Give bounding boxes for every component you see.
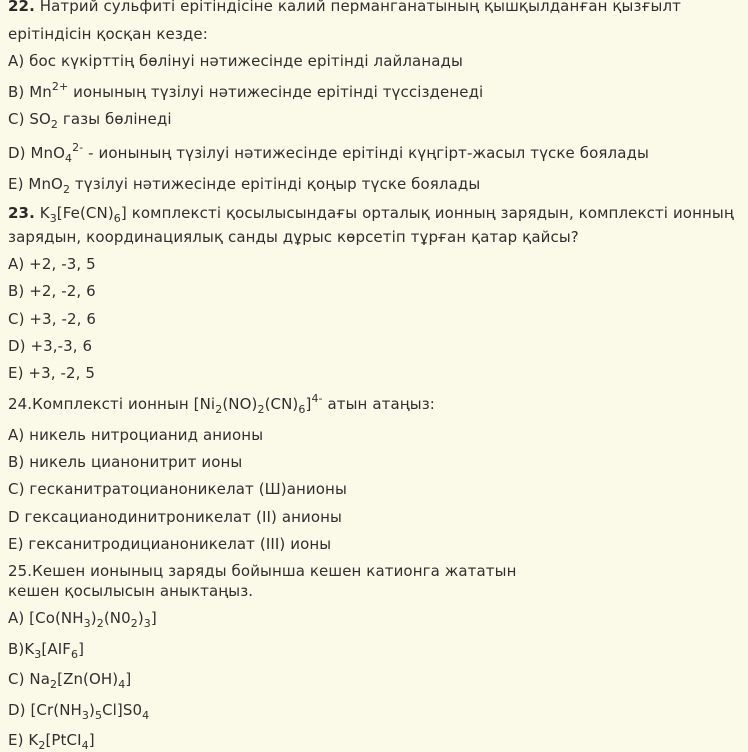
q25-option-a: А) $[Co(NH_3)_2(N0_2)_3]$	[8, 609, 157, 630]
q25-option-d: D) $[Cr(NH_3)_5Cl]S0_4$	[8, 701, 150, 722]
q25-option-b: $В)K_3[AIF_6]$	[8, 640, 85, 661]
q25-option-c: С) $Na_2[Zn(OH)_4]$	[8, 670, 132, 691]
q22-option-d: D) MnO$_4^{2-}$ - ионының түзілуі нәтижесінде ерітінді күңгірт-жасыл түске боялады	[8, 141, 649, 165]
q24-option-e: Е) гексанитродицианоникелат (III) ионы	[8, 535, 332, 553]
q23-option-b: В) +2, -2, 6	[8, 282, 96, 300]
q23-option-a: А) +2, -3, 5	[8, 255, 96, 273]
q23-option-e: Е) +3, -2, 5	[8, 364, 95, 382]
q25-stem-line2: кешен қосылысын аныктаңыз.	[8, 582, 254, 600]
q25-stem-line1: 25.Кешен ионыныц заряды бойынша кешен катионга жататын	[8, 562, 517, 580]
q24-option-c: С) гесканитратоцианоникелат (Ш)анионы	[8, 480, 347, 498]
q22-stem-line2: ерітіндісін қосқан кезде:	[8, 25, 208, 43]
q22-option-e: Е) MnO$_2$ түзілуі нәтижесінде ерітінді қоңыр түске боялады	[8, 175, 481, 196]
q24-option-d: D гексацианодинитроникелат (II) анионы	[8, 508, 342, 526]
q22-option-a: А) бос күкірттің бөлінуі нәтижесінде ерітінді лайланады	[8, 52, 463, 70]
q24-option-b: В) никель цианонитрит ионы	[8, 453, 243, 471]
q23-option-c: С) +3, -2, 6	[8, 310, 96, 328]
q23-number: 23.	[8, 204, 35, 222]
q22-number: 22.	[8, 0, 35, 15]
q23-stem-line2: зарядын, координациялық санды дұрыс көрсетіп тұрған қатар қайсы?	[8, 228, 579, 246]
q22-stem-line1: 22. Натрий сульфиті ерітіндісіне калий перманганатының қышқылданған қызғылт	[8, 0, 740, 15]
q25-option-e: Е) $K_2[PtCI_4]$	[8, 731, 95, 752]
q23-option-d: D) +3,-3, 6	[8, 337, 93, 355]
q24-option-a: А) никель нитроцианид анионы	[8, 426, 264, 444]
q22-option-c: С) $SO_2$ газы бөлінеді	[8, 110, 172, 131]
q23-stem-line1: 23. $K_3[Fe(CN)_6]$ комплексті қосылысындағы орталық ионның зарядын, комплексті ионның	[8, 204, 734, 225]
q22-option-b: В) $Mn^{2+}$ ионының түзілуі нәтижесінде ерітінді түссізденеді	[8, 80, 484, 101]
q24-stem: 24.Комплексті ионнын $[Ni_2(NO)_2(CN)_6]^{4-}$ атын атаңыз:	[8, 392, 435, 416]
